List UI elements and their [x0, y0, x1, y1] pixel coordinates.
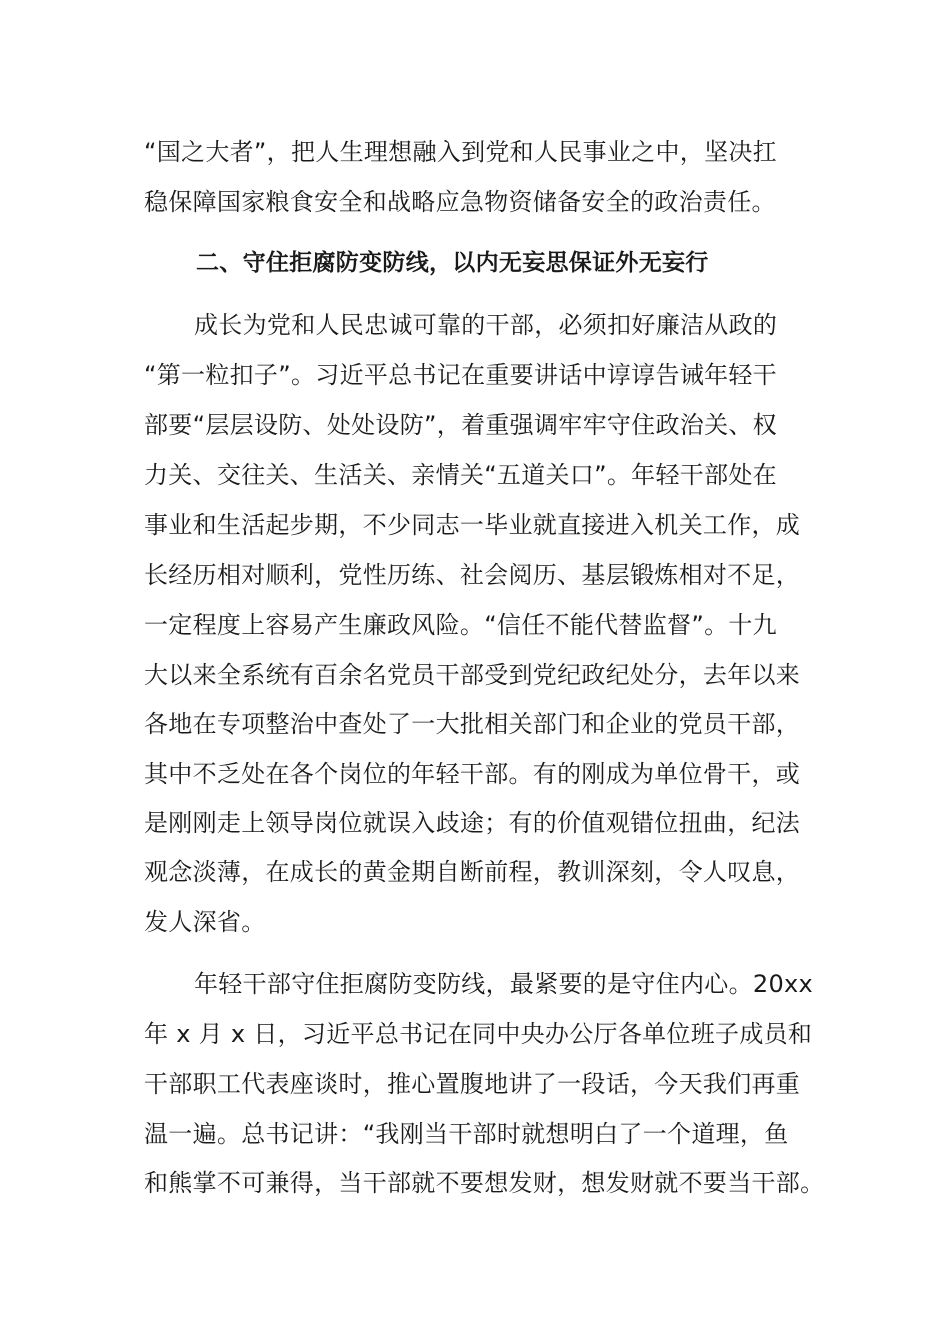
paragraph-2-line-12: 观念淡薄，在成长的黄金期自断前程，教训深刻，令人叹息，	[144, 858, 801, 886]
paragraph-3-line-2: 年 x 月 x 日，习近平总书记在同中央办公厅各单位班子成员和	[144, 1020, 813, 1048]
paragraph-3-line-5: 和熊掌不可兼得，当干部就不要想发财，想发财就不要当干部。	[144, 1169, 825, 1197]
paragraph-2-line-5: 事业和生活起步期，不少同志一毕业就直接进入机关工作，成	[144, 511, 801, 539]
paragraph-2-line-3: 部要“层层设防、处处设防”，着重强调牢牢守住政治关、权	[144, 411, 777, 439]
paragraph-2-line-11: 是刚刚走上领导岗位就误入歧途；有的价值观错位扭曲，纪法	[144, 809, 801, 837]
paragraph-3-line-3: 干部职工代表座谈时，推心置腹地讲了一段话，今天我们再重	[144, 1070, 801, 1098]
paragraph-2-line-7: 一定程度上容易产生廉政风险。“信任不能代替监督”。十九	[144, 611, 777, 639]
paragraph-2-line-8: 大以来全系统有百余名党员干部受到党纪政纪处分，去年以来	[144, 661, 801, 689]
paragraph-2-line-4: 力关、交往关、生活关、亲情关“五道关口”。年轻干部处在	[144, 461, 777, 489]
paragraph-2-line-9: 各地在专项整治中查处了一大批相关部门和企业的党员干部，	[144, 710, 801, 738]
paragraph-3-line-4: 温一遍。总书记讲：“我刚当干部时就想明白了一个道理，鱼	[144, 1120, 789, 1148]
paragraph-3-line-1: 年轻干部守住拒腐防变防线，最紧要的是守住内心。20xx	[194, 970, 814, 998]
paragraph-2-line-10: 其中不乏处在各个岗位的年轻干部。有的刚成为单位骨干，或	[144, 760, 801, 788]
paragraph-1-line-1: “国之大者”，把人生理想融入到党和人民事业之中，坚决扛	[144, 138, 777, 166]
paragraph-2-line-2: “第一粒扣子”。习近平总书记在重要讲话中谆谆告诫年轻干	[144, 361, 777, 389]
paragraph-2-line-6: 长经历相对顺利，党性历练、社会阅历、基层锻炼相对不足，	[144, 561, 801, 589]
paragraph-2-line-13: 发人深省。	[144, 908, 266, 936]
paragraph-1-line-2: 稳保障国家粮食安全和战略应急物资储备安全的政治责任。	[144, 188, 776, 216]
section-heading: 二、守住拒腐防变防线，以内无妄思保证外无妄行	[196, 250, 709, 276]
paragraph-2-line-1: 成长为党和人民忠诚可靠的干部，必须扣好廉洁从政的	[194, 311, 778, 339]
